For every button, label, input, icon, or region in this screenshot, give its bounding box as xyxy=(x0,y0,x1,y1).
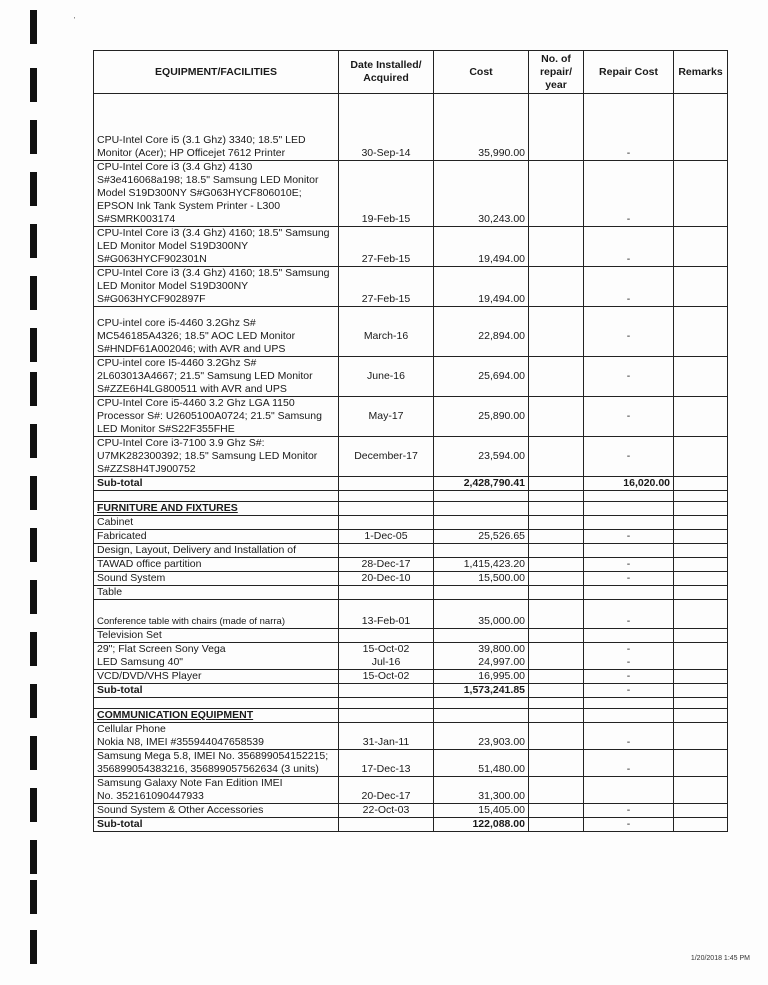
subtotal-cost: 1,573,241.85 xyxy=(434,684,529,698)
item-description: CPU-Intel Core i3 (3.4 Ghz) 4160; 18.5" Samsung LED Monitor Model S19D300NY S#G063HYCF902301N xyxy=(94,227,339,267)
item-cost: 23,903.00 xyxy=(434,736,529,750)
table-row xyxy=(94,736,728,750)
item-repair: - xyxy=(584,750,674,777)
table-row xyxy=(94,161,728,227)
table-row xyxy=(94,750,728,777)
item-description: CPU-Intel Core i3 (3.4 Ghz) 4160; 18.5" Samsung LED Monitor Model S19D300NY S#G063HYCF902897F xyxy=(94,267,339,307)
item-cost: 51,480.00 xyxy=(434,750,529,777)
subtotal-row xyxy=(94,477,728,491)
corner-mark: ' xyxy=(74,17,76,24)
item-description: 29"; Flat Screen Sony Vega xyxy=(94,643,339,657)
item-repair: - xyxy=(584,600,674,629)
binder-mark xyxy=(30,632,37,666)
subtotal-repair: - xyxy=(584,684,674,698)
binder-mark xyxy=(30,10,37,44)
equipment-table xyxy=(93,50,728,832)
item-cost: 19,494.00 xyxy=(434,267,529,307)
binder-mark xyxy=(30,684,37,718)
subtotal-repair: - xyxy=(584,818,674,832)
item-repair: - xyxy=(584,572,674,586)
item-repair: - xyxy=(584,437,674,477)
binder-mark xyxy=(30,328,37,362)
table-row xyxy=(94,516,728,530)
binder-mark xyxy=(30,372,37,406)
binder-mark xyxy=(30,880,37,914)
item-description: CPU-intel core i5-4460 3.2Ghz S# MC546185A4326; 18.5" AOC LED Monitor S#HNDF61A002046; with AVR and UPS xyxy=(94,317,339,357)
table-row xyxy=(94,804,728,818)
item-repair: - xyxy=(584,643,674,657)
subtotal-label: Sub-total xyxy=(94,684,339,698)
binder-mark xyxy=(30,528,37,562)
table-row xyxy=(94,777,728,791)
item-description: CPU-Intel Core i3 (3.4 Ghz) 4130 S#3e416068a198; 18.5" Samsung LED Monitor Model S19D300NY S#G063HYCF806010E; EPSON Ink Tank System Printer - L300 S#SMRK003174 xyxy=(94,161,339,227)
table-row xyxy=(94,558,728,572)
item-description: VCD/DVD/VHS Player xyxy=(94,670,339,684)
binder-mark xyxy=(30,788,37,822)
spacer-row xyxy=(94,491,728,502)
header-date: Date Installed/ Acquired xyxy=(339,51,434,94)
item-date: 31-Jan-11 xyxy=(339,736,434,750)
table-row xyxy=(94,670,728,684)
item-repair: - xyxy=(584,530,674,544)
section-row xyxy=(94,502,728,516)
item-description: Fabricated xyxy=(94,530,339,544)
subtotal-label: Sub-total xyxy=(94,477,339,491)
table-row xyxy=(94,397,728,437)
item-description: Samsung Galaxy Note Fan Edition IMEI xyxy=(94,777,339,791)
table-row xyxy=(94,357,728,397)
table-row xyxy=(94,227,728,267)
subtotal-row xyxy=(94,818,728,832)
item-description: Design, Layout, Delivery and Installation of xyxy=(94,544,339,558)
item-date: 15-Oct-02 xyxy=(339,670,434,684)
item-repair: - xyxy=(584,397,674,437)
table-row xyxy=(94,586,728,600)
item-date: 19-Feb-15 xyxy=(339,161,434,227)
subtotal-label: Sub-total xyxy=(94,818,339,832)
subtotal-repair-cost: 16,020.00 xyxy=(584,477,674,491)
item-description: Samsung Mega 5.8, IMEI No. 356899054152215; 356899054383216, 356899057562634 (3 units) xyxy=(94,750,339,777)
item-repair: - xyxy=(584,558,674,572)
item-date: 27-Feb-15 xyxy=(339,227,434,267)
table-row xyxy=(94,723,728,737)
item-repair: - xyxy=(584,267,674,307)
item-date: 20-Dec-17 xyxy=(339,790,434,804)
item-date: 15-Oct-02 xyxy=(339,643,434,657)
header-cost: Cost xyxy=(434,51,529,94)
item-repair: - xyxy=(584,317,674,357)
item-category: Television Set xyxy=(94,629,339,643)
item-description: Sound System & Other Accessories xyxy=(94,804,339,818)
item-date: 28-Dec-17 xyxy=(339,558,434,572)
item-repair: - xyxy=(584,804,674,818)
item-category: Table xyxy=(94,586,339,600)
item-repair: - xyxy=(584,656,674,670)
subtotal-cost: 122,088.00 xyxy=(434,818,529,832)
item-repair: - xyxy=(584,134,674,161)
section-row xyxy=(94,709,728,723)
item-cost: 15,500.00 xyxy=(434,572,529,586)
subtotal-cost: 2,428,790.41 xyxy=(434,477,529,491)
item-cost: 35,990.00 xyxy=(434,134,529,161)
item-date: May-17 xyxy=(339,397,434,437)
item-repair: - xyxy=(584,736,674,750)
binder-mark xyxy=(30,68,37,102)
table-row xyxy=(94,317,728,357)
item-date: December-17 xyxy=(339,437,434,477)
item-date: 20-Dec-10 xyxy=(339,572,434,586)
table-row xyxy=(94,600,728,629)
table-row xyxy=(94,134,728,161)
table-row xyxy=(94,643,728,657)
spacer-row xyxy=(94,94,728,135)
item-description: CPU-Intel Core i3-7100 3.9 Ghz S#: U7MK282300392; 18.5" Samsung LED Monitor S#ZZS8H4TJ900752 xyxy=(94,437,339,477)
section-title: FURNITURE AND FIXTURES xyxy=(94,502,339,516)
table-row xyxy=(94,572,728,586)
item-description: CPU-Intel Core i5 (3.1 Ghz) 3340; 18.5" LED Monitor (Acer); HP Officejet 7612 Printer xyxy=(94,134,339,161)
item-description: Nokia N8, IMEI #355944047658539 xyxy=(94,736,339,750)
item-repair: - xyxy=(584,227,674,267)
binder-mark xyxy=(30,476,37,510)
item-date: Jul-16 xyxy=(339,656,434,670)
print-timestamp: 1/20/2018 1:45 PM xyxy=(690,955,750,962)
item-cost: 22,894.00 xyxy=(434,317,529,357)
item-repair: - xyxy=(584,670,674,684)
item-repair: - xyxy=(584,357,674,397)
table-row xyxy=(94,267,728,307)
item-description: No. 352161090447933 xyxy=(94,790,339,804)
spacer-row xyxy=(94,307,728,318)
binder-mark xyxy=(30,580,37,614)
item-cost: 16,995.00 xyxy=(434,670,529,684)
item-description: Sound System xyxy=(94,572,339,586)
item-category: Cabinet xyxy=(94,516,339,530)
binder-mark xyxy=(30,930,37,964)
item-repair: - xyxy=(584,161,674,227)
item-cost: 35,000.00 xyxy=(434,600,529,629)
binder-mark xyxy=(30,276,37,310)
item-date: June-16 xyxy=(339,357,434,397)
header-repair-cost: Repair Cost xyxy=(584,51,674,94)
item-cost: 24,997.00 xyxy=(434,656,529,670)
item-description: Conference table with chairs (made of narra) xyxy=(94,600,339,629)
item-date: 27-Feb-15 xyxy=(339,267,434,307)
binder-mark xyxy=(30,120,37,154)
table-row xyxy=(94,437,728,477)
header-repairs: No. of repair/ year xyxy=(529,51,584,94)
item-cost: 19,494.00 xyxy=(434,227,529,267)
spacer-row xyxy=(94,698,728,709)
item-cost: 25,694.00 xyxy=(434,357,529,397)
item-date: 30-Sep-14 xyxy=(339,134,434,161)
item-description: TAWAD office partition xyxy=(94,558,339,572)
item-date: March-16 xyxy=(339,317,434,357)
table-row xyxy=(94,544,728,558)
item-cost: 39,800.00 xyxy=(434,643,529,657)
item-description: LED Samsung 40" xyxy=(94,656,339,670)
item-date: 22-Oct-03 xyxy=(339,804,434,818)
item-date: 13-Feb-01 xyxy=(339,600,434,629)
item-cost: 23,594.00 xyxy=(434,437,529,477)
header-remarks: Remarks xyxy=(674,51,728,94)
binder-mark xyxy=(30,172,37,206)
table-row xyxy=(94,656,728,670)
item-cost: 15,405.00 xyxy=(434,804,529,818)
section-title: COMMUNICATION EQUIPMENT xyxy=(94,709,339,723)
table-row xyxy=(94,530,728,544)
table-row xyxy=(94,629,728,643)
item-cost: 25,890.00 xyxy=(434,397,529,437)
item-date: 17-Dec-13 xyxy=(339,750,434,777)
item-category: Cellular Phone xyxy=(94,723,339,737)
item-description: CPU-Intel Core i5-4460 3.2 Ghz LGA 1150 Processor S#: U2605100A0724; 21.5" Samsung LED Monitor S#S22F355FHE xyxy=(94,397,339,437)
item-cost: 1,415,423.20 xyxy=(434,558,529,572)
binder-mark xyxy=(30,224,37,258)
item-cost: 25,526.65 xyxy=(434,530,529,544)
item-description: CPU-intel core I5-4460 3.2Ghz S# 2L603013A4667; 21.5" Samsung LED Monitor S#ZZE6H4LG800511 with AVR and UPS xyxy=(94,357,339,397)
subtotal-row xyxy=(94,684,728,698)
item-cost: 30,243.00 xyxy=(434,161,529,227)
table-row xyxy=(94,790,728,804)
item-date: 1-Dec-05 xyxy=(339,530,434,544)
item-cost: 31,300.00 xyxy=(434,790,529,804)
header-equipment: EQUIPMENT/FACILITIES xyxy=(94,51,339,94)
binder-mark xyxy=(30,840,37,874)
binder-mark xyxy=(30,424,37,458)
binder-mark xyxy=(30,736,37,770)
